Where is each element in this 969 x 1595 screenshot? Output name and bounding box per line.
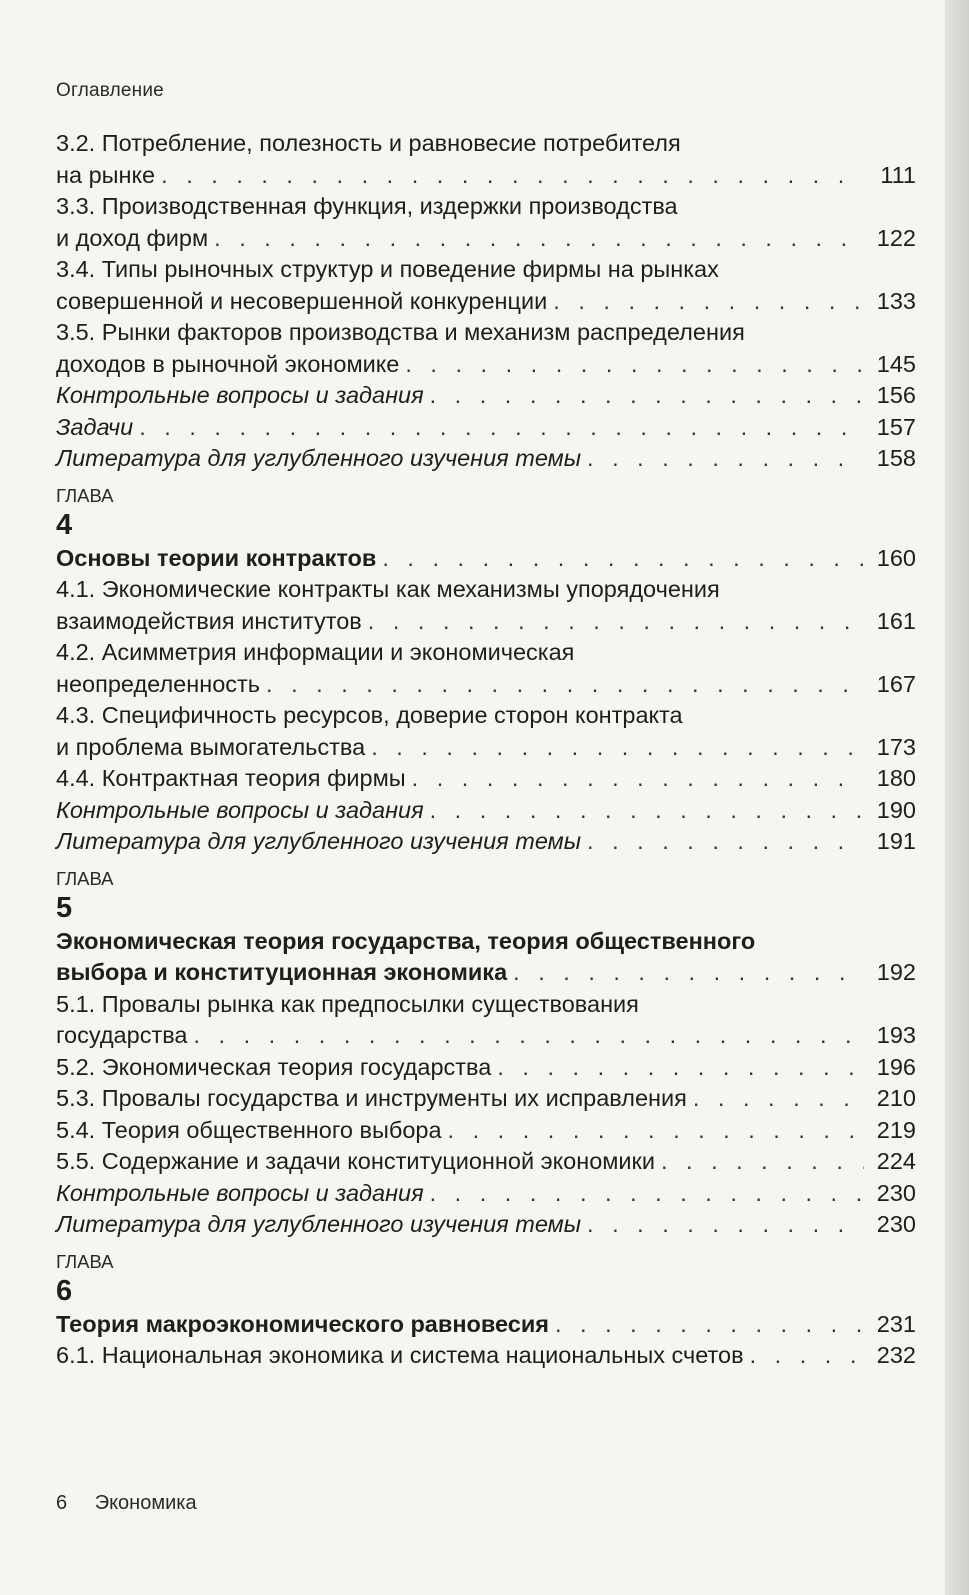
toc-entry-title-line: 3.4. Типы рыночных структур и поведение фирмы на рынках	[56, 256, 719, 282]
toc-entry-title: на рынке	[56, 161, 156, 188]
toc-entry-title-line: 3.2. Потребление, полезность и равновесие потребителя	[56, 130, 681, 156]
toc-entry-leader-line	[56, 160, 916, 192]
toc-entry-title: 6.1. Национальная экономика и система национальных счетов	[56, 1342, 744, 1368]
chapter-label: ГЛАВА	[56, 1250, 114, 1272]
toc-page-number: 167	[876, 670, 916, 697]
toc-entry-title-line: 3.3. Производственная функция, издержки производства	[56, 193, 678, 219]
toc-page-number: 122	[876, 224, 916, 251]
footer-page-number: 6	[56, 1492, 68, 1514]
dot-leader	[448, 1115, 864, 1147]
toc-entry[interactable]	[56, 380, 916, 412]
toc-entry-leader-line	[56, 286, 916, 318]
dot-leader	[661, 1146, 864, 1178]
toc-entry-leader-line	[56, 1209, 916, 1241]
dot-leader	[214, 223, 864, 255]
toc-entry[interactable]	[56, 795, 916, 827]
dot-leader	[587, 443, 864, 475]
toc-entry-title: Основы теории контрактов	[56, 544, 377, 571]
running-head: Оглавление	[56, 80, 164, 101]
toc-page-number: 210	[876, 1085, 916, 1111]
toc-entry-title: Литература для углубленного изучения темы	[56, 445, 582, 471]
dot-leader	[693, 1083, 864, 1115]
table-of-contents	[56, 128, 916, 1372]
toc-entry-title: 5.3. Провалы государства и инструменты их исправления	[56, 1085, 687, 1111]
toc-page-number: 111	[880, 161, 916, 188]
toc-page-number: 158	[876, 445, 916, 471]
toc-entry-leader-line	[56, 957, 916, 989]
toc-entry[interactable]	[56, 826, 916, 858]
dot-leader	[412, 763, 864, 795]
dot-leader	[161, 160, 864, 192]
toc-entry-leader-line	[56, 1115, 916, 1147]
toc-entry-title: Контрольные вопросы и задания	[56, 1179, 424, 1206]
dot-leader	[750, 1340, 864, 1372]
toc-page-number: 145	[876, 350, 916, 377]
toc-entry-title-line: Экономическая теория государства, теория общественного	[56, 927, 756, 954]
toc-page-number: 230	[876, 1211, 916, 1237]
chapter-number: 4	[56, 508, 73, 541]
toc-page-number: 224	[876, 1148, 916, 1174]
toc-entry-leader-line	[56, 1083, 916, 1115]
toc-entry[interactable]	[56, 700, 916, 763]
toc-entry[interactable]	[56, 412, 916, 444]
toc-page-number: 191	[876, 828, 916, 854]
toc-entry[interactable]	[56, 254, 916, 317]
toc-entry-title: 5.2. Экономическая теория государства	[56, 1053, 492, 1080]
toc-entry-leader-line	[56, 380, 916, 412]
toc-entry-title-line: 4.2. Асимметрия информации и экономическая	[56, 639, 575, 665]
footer-book-title: Экономика	[94, 1492, 197, 1514]
dot-leader	[587, 1209, 864, 1241]
toc-entry-title: неопределенность	[56, 670, 261, 697]
toc-entry-title-line: 5.1. Провалы рынка как предпосылки существования	[56, 990, 639, 1017]
toc-entry-title: 5.5. Содержание и задачи конституционной экономики	[56, 1148, 655, 1174]
toc-entry-leader-line	[56, 1178, 916, 1210]
toc-entry-title-line: 3.5. Рынки факторов производства и механизм распределения	[56, 319, 745, 345]
dot-leader	[430, 795, 864, 827]
toc-page-number: 231	[876, 1310, 916, 1337]
toc-entry-leader-line	[56, 412, 916, 444]
dot-leader	[194, 1020, 865, 1052]
toc-page-number: 180	[876, 765, 916, 791]
toc-entry-leader-line	[56, 1146, 916, 1178]
dot-leader	[382, 543, 864, 575]
toc-page-number: 192	[876, 959, 916, 985]
dot-leader	[430, 380, 864, 412]
toc-entry-leader-line	[56, 1340, 916, 1372]
chapter-number: 5	[56, 891, 73, 924]
toc-page-number: 161	[876, 607, 916, 634]
toc-entry-leader-line	[56, 795, 916, 827]
toc-entry[interactable]	[56, 317, 916, 380]
toc-entry[interactable]	[56, 128, 916, 191]
chapter-number: 6	[56, 1274, 73, 1307]
toc-entry-title: Задачи	[56, 413, 134, 440]
dot-leader	[553, 286, 864, 318]
dot-leader	[513, 957, 864, 989]
toc-entry-leader-line	[56, 1052, 916, 1084]
toc-entry-leader-line	[56, 826, 916, 858]
toc-entry-title: и доход фирм	[56, 224, 209, 251]
toc-entry[interactable]	[56, 191, 916, 254]
page-footer	[56, 1492, 197, 1515]
toc-entry-leader-line	[56, 1020, 916, 1052]
toc-entry-leader-line	[56, 443, 916, 475]
toc-entry[interactable]	[56, 543, 916, 575]
toc-page-number: 232	[876, 1342, 916, 1368]
toc-entry[interactable]	[56, 926, 916, 989]
toc-entry-title-line: 4.3. Специфичность ресурсов, доверие сторон контракта	[56, 702, 683, 728]
toc-entry-title-line: 4.1. Экономические контракты как механизмы упорядочения	[56, 576, 720, 602]
dot-leader	[139, 412, 864, 444]
toc-entry-leader-line	[56, 669, 916, 701]
toc-entry[interactable]	[56, 637, 916, 700]
toc-entry[interactable]	[56, 1146, 916, 1178]
toc-entry[interactable]	[56, 1115, 916, 1147]
toc-entry[interactable]	[56, 1309, 916, 1341]
dot-leader	[266, 669, 864, 701]
page-edge	[945, 0, 969, 1595]
toc-page-number: 133	[876, 287, 916, 314]
toc-entry-title: взаимодействия институтов	[56, 607, 362, 634]
toc-entry-leader-line	[56, 349, 916, 381]
toc-entry-leader-line	[56, 1309, 916, 1341]
toc-entry-title: Контрольные вопросы и задания	[56, 382, 424, 408]
dot-leader	[371, 732, 864, 764]
chapter-label: ГЛАВА	[56, 867, 114, 889]
toc-entry-title: Контрольные вопросы и задания	[56, 796, 424, 823]
chapter-label: ГЛАВА	[56, 484, 114, 506]
toc-entry[interactable]	[56, 1340, 916, 1372]
toc-entry-title: Теория макроэкономического равновесия	[56, 1310, 549, 1337]
toc-entry-leader-line	[56, 543, 916, 575]
toc-entry-title: Литература для углубленного изучения темы	[56, 828, 582, 854]
toc-entry[interactable]	[56, 443, 916, 475]
toc-entry-leader-line	[56, 223, 916, 255]
dot-leader	[405, 349, 864, 381]
toc-page-number: 196	[876, 1053, 916, 1080]
toc-entry[interactable]	[56, 1083, 916, 1115]
toc-entry-leader-line	[56, 763, 916, 795]
toc-entry-title: 5.4. Теория общественного выбора	[56, 1116, 442, 1143]
dot-leader	[430, 1178, 864, 1210]
toc-entry-title: Литература для углубленного изучения темы	[56, 1211, 582, 1237]
toc-page-number: 190	[876, 796, 916, 823]
toc-entry[interactable]	[56, 763, 916, 795]
toc-entry[interactable]	[56, 1178, 916, 1210]
toc-entry-title: доходов в рыночной экономике	[56, 350, 400, 377]
toc-entry[interactable]	[56, 989, 916, 1052]
toc-entry-title: и проблема вымогательства	[56, 733, 366, 760]
toc-entry[interactable]	[56, 574, 916, 637]
toc-page-number: 219	[876, 1116, 916, 1143]
toc-entry-title: государства	[56, 1022, 188, 1048]
toc-entry-title: выбора и конституционная экономика	[56, 959, 508, 985]
toc-entry[interactable]	[56, 1209, 916, 1241]
toc-page-number: 173	[876, 733, 916, 760]
toc-entry-leader-line	[56, 732, 916, 764]
toc-page-number: 193	[876, 1022, 916, 1048]
toc-page-number: 156	[876, 382, 916, 408]
dot-leader	[555, 1309, 864, 1341]
toc-page-number: 160	[876, 544, 916, 571]
dot-leader	[587, 826, 864, 858]
toc-entry-title: 4.4. Контрактная теория фирмы	[56, 765, 406, 791]
toc-page-number: 230	[876, 1179, 916, 1206]
dot-leader	[497, 1052, 864, 1084]
toc-page-number: 157	[876, 413, 916, 440]
dot-leader	[368, 606, 864, 638]
toc-entry[interactable]	[56, 1052, 916, 1084]
toc-entry-leader-line	[56, 606, 916, 638]
toc-entry-title: совершенной и несовершенной конкуренции	[56, 287, 548, 314]
